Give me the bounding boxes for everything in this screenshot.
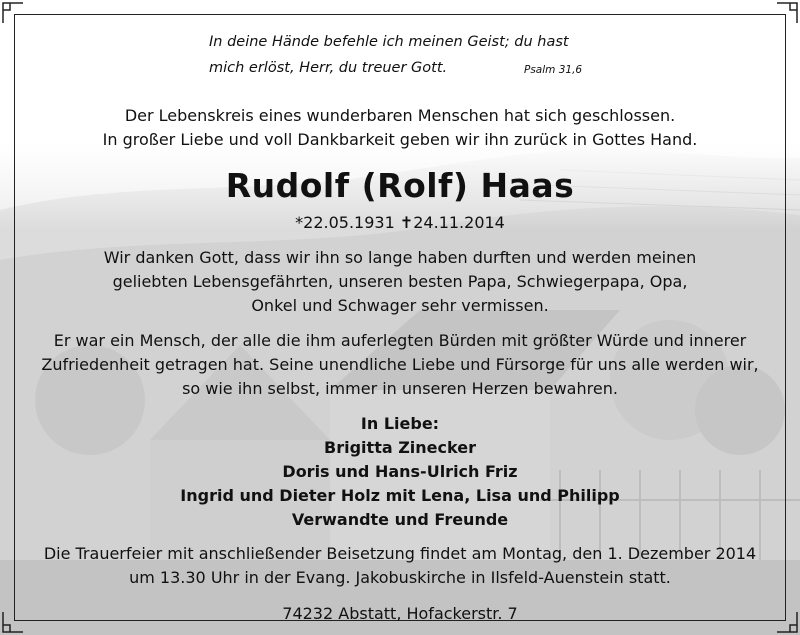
paragraph-line: Zufriedenheit getragen hat. Seine unendliche Liebe und Fürsorge für uns alle werden wir, [41, 355, 759, 374]
mourners-heading: In Liebe: [360, 414, 440, 433]
mourner-name: Ingrid und Dieter Holz mit Lena, Lisa und Philipp [180, 486, 620, 505]
intro-line: In großer Liebe und voll Dankbarkeit geben wir ihn zurück in Gottes Hand. [102, 130, 698, 149]
funeral-info-line: Die Trauerfeier mit anschließender Beisetzung findet am Montag, den 1. Dezember 2014 [43, 544, 757, 563]
bible-verse-line: mich erlöst, Herr, du treuer Gott. [209, 60, 448, 76]
paragraph-line: Er war ein Mensch, der alle die ihm auferlegten Bürden mit größter Würde und innerer [53, 331, 747, 350]
paragraph-line: Onkel und Schwager sehr vermissen. [251, 296, 549, 315]
life-dates: *22.05.1931 ✝24.11.2014 [295, 213, 505, 232]
family-address: 74232 Abstatt, Hofackerstr. 7 [282, 604, 518, 623]
paragraph-line: Wir danken Gott, dass wir ihn so lange haben durften und werden meinen [103, 248, 697, 267]
bible-verse-reference: Psalm 31,6 [524, 64, 583, 76]
paragraph-line: so wie ihn selbst, immer in unseren Herzen bewahren. [182, 379, 618, 398]
funeral-info-line: um 13.30 Uhr in der Evang. Jakobuskirche in Ilsfeld-Auenstein statt. [129, 568, 671, 587]
mourner-name: Brigitta Zinecker [324, 438, 476, 457]
intro-line: Der Lebenskreis eines wunderbaren Menschen hat sich geschlossen. [124, 106, 676, 125]
mourner-name: Verwandte und Freunde [291, 510, 509, 529]
bible-verse-line: In deine Hände befehle ich meinen Geist; du hast [209, 34, 569, 50]
mourner-name: Doris und Hans-Ulrich Friz [282, 462, 518, 481]
corner-ornament-icon [776, 2, 798, 24]
corner-ornament-icon [2, 2, 24, 24]
paragraph-line: geliebten Lebensgefährten, unseren besten Papa, Schwiegerpapa, Opa, [112, 272, 688, 291]
deceased-name: Rudolf (Rolf) Haas [225, 166, 575, 205]
